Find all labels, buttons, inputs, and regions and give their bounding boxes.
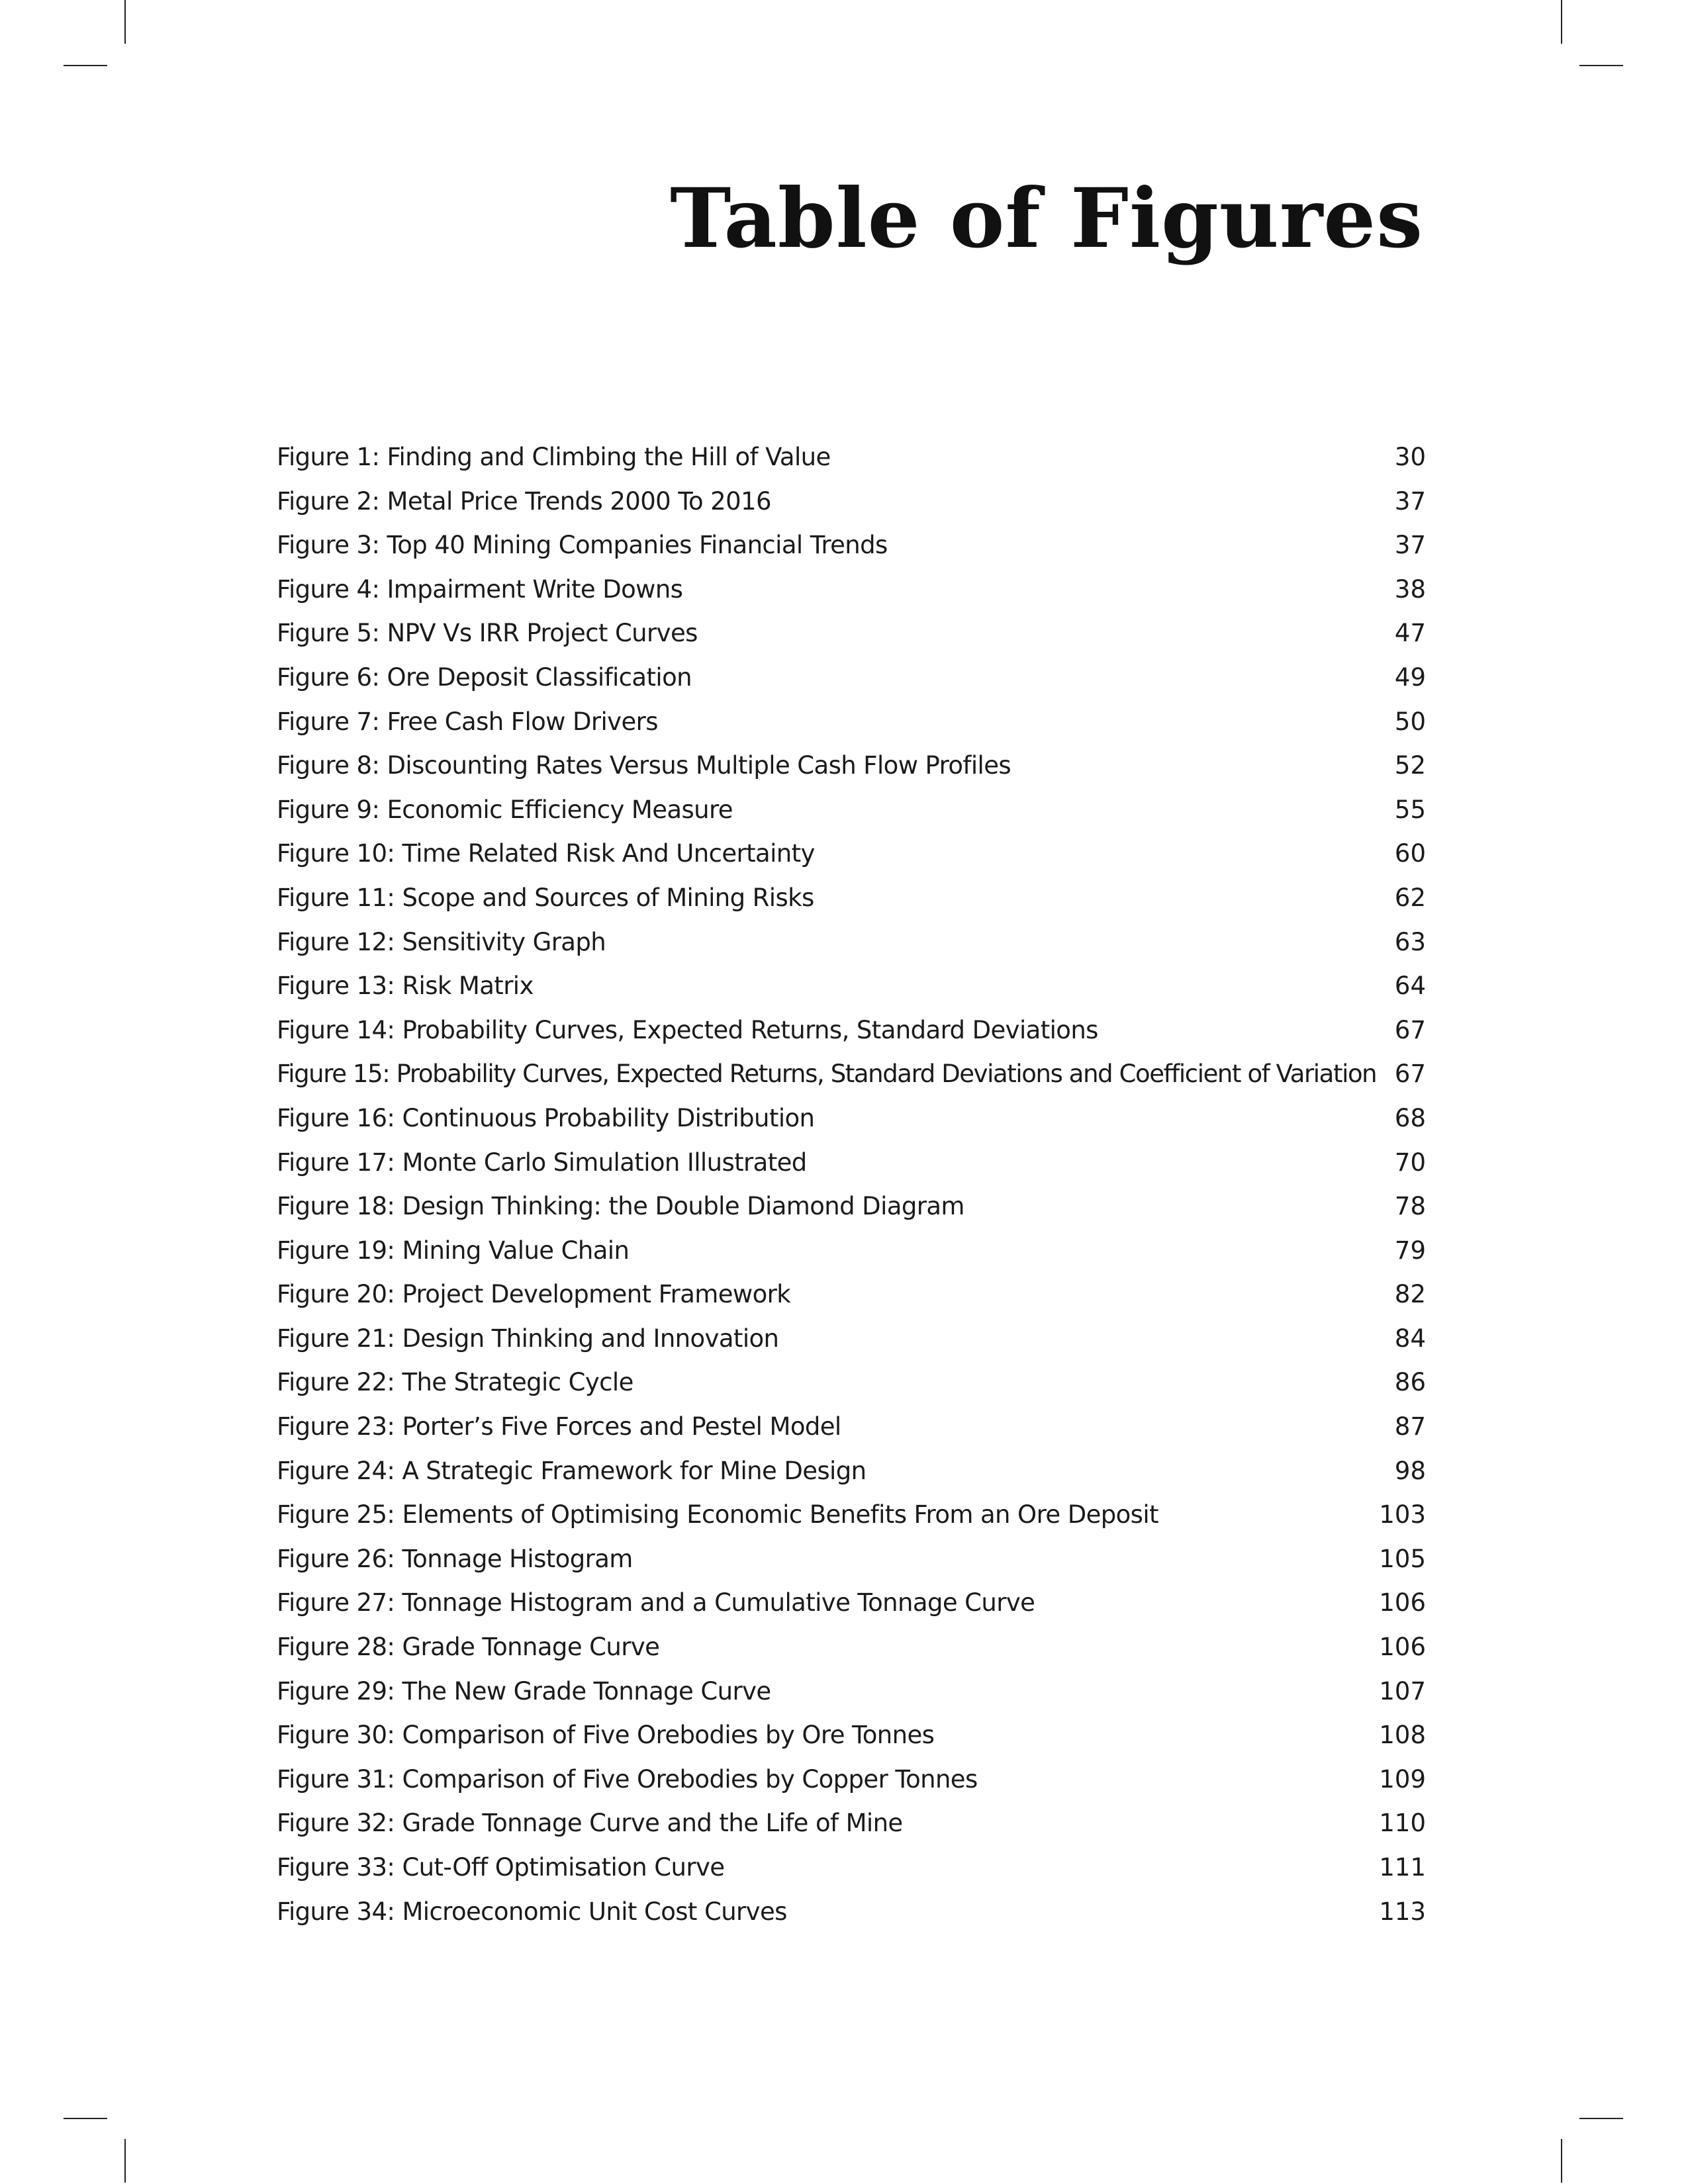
toc-entry-page-number: 38 xyxy=(1394,574,1426,604)
toc-entry[interactable] xyxy=(277,1801,1426,1846)
toc-entry[interactable] xyxy=(277,612,1426,656)
toc-entry[interactable] xyxy=(277,568,1426,612)
toc-entry[interactable] xyxy=(277,1361,1426,1405)
toc-entry[interactable] xyxy=(277,1713,1426,1758)
toc-entry-label: Figure 20: Project Development Framework xyxy=(277,1280,791,1309)
toc-entry-page-number: 60 xyxy=(1394,839,1426,868)
toc-entry[interactable] xyxy=(277,1758,1426,1802)
toc-entry-page-number: 67 xyxy=(1394,1060,1426,1089)
toc-entry-label: Figure 22: The Strategic Cycle xyxy=(277,1368,633,1397)
toc-entry[interactable] xyxy=(277,788,1426,833)
toc-entry-label: Figure 11: Scope and Sources of Mining Risks xyxy=(277,883,814,912)
toc-entry[interactable] xyxy=(277,1405,1426,1449)
toc-entry-page-number: 107 xyxy=(1379,1676,1426,1706)
toc-entry[interactable] xyxy=(277,1537,1426,1582)
toc-entry[interactable] xyxy=(277,1009,1426,1053)
crop-mark-top-left-vertical xyxy=(124,0,126,44)
toc-entry[interactable] xyxy=(277,656,1426,700)
toc-entry-page-number: 98 xyxy=(1394,1456,1426,1485)
table-of-figures-list xyxy=(277,435,1426,1934)
toc-entry-page-number: 68 xyxy=(1394,1103,1426,1132)
toc-entry[interactable] xyxy=(277,1670,1426,1714)
toc-entry-label: Figure 1: Finding and Climbing the Hill of Value xyxy=(277,443,831,471)
toc-entry[interactable] xyxy=(277,1493,1426,1537)
crop-mark-bottom-left-horizontal xyxy=(64,2118,107,2119)
toc-entry-page-number: 78 xyxy=(1394,1192,1426,1221)
toc-entry-page-number: 62 xyxy=(1394,883,1426,912)
toc-entry-page-number: 37 xyxy=(1394,531,1426,560)
toc-entry-label: Figure 19: Mining Value Chain xyxy=(277,1236,630,1265)
toc-entry[interactable] xyxy=(277,1625,1426,1670)
toc-entry-label: Figure 30: Comparison of Five Orebodies by Ore Tonnes xyxy=(277,1721,935,1750)
toc-entry-label: Figure 3: Top 40 Mining Companies Financial Trends xyxy=(277,531,888,560)
toc-entry-page-number: 49 xyxy=(1394,662,1426,692)
toc-entry[interactable] xyxy=(277,1229,1426,1273)
toc-entry-label: Figure 26: Tonnage Histogram xyxy=(277,1544,633,1573)
toc-entry-page-number: 106 xyxy=(1379,1633,1426,1662)
toc-entry-page-number: 64 xyxy=(1394,972,1426,1001)
crop-mark-top-right-horizontal xyxy=(1579,65,1623,66)
toc-entry-page-number: 106 xyxy=(1379,1588,1426,1617)
crop-mark-bottom-right-vertical xyxy=(1561,2139,1562,2183)
toc-entry[interactable] xyxy=(277,1141,1426,1185)
toc-entry[interactable] xyxy=(277,1273,1426,1317)
toc-entry[interactable] xyxy=(277,700,1426,745)
toc-entry-label: Figure 5: NPV Vs IRR Project Curves xyxy=(277,619,698,648)
toc-entry[interactable] xyxy=(277,1185,1426,1229)
toc-entry-label: Figure 34: Microeconomic Unit Cost Curves xyxy=(277,1897,787,1926)
toc-entry[interactable] xyxy=(277,435,1426,480)
toc-entry-label: Figure 28: Grade Tonnage Curve xyxy=(277,1633,660,1662)
toc-entry-label: Figure 24: A Strategic Framework for Mine Design xyxy=(277,1456,867,1485)
toc-entry[interactable] xyxy=(277,1449,1426,1494)
toc-entry-label: Figure 7: Free Cash Flow Drivers xyxy=(277,707,658,736)
toc-entry-label: Figure 13: Risk Matrix xyxy=(277,972,534,1001)
toc-entry-label: Figure 27: Tonnage Histogram and a Cumulative Tonnage Curve xyxy=(277,1588,1035,1617)
toc-entry-label: Figure 21: Design Thinking and Innovation xyxy=(277,1324,779,1353)
toc-entry-page-number: 87 xyxy=(1394,1412,1426,1441)
toc-entry-page-number: 52 xyxy=(1394,751,1426,780)
toc-entry-label: Figure 29: The New Grade Tonnage Curve xyxy=(277,1676,771,1706)
toc-entry-label: Figure 8: Discounting Rates Versus Multiple Cash Flow Profiles xyxy=(277,751,1011,780)
toc-entry[interactable] xyxy=(277,832,1426,876)
toc-entry-page-number: 55 xyxy=(1394,795,1426,824)
toc-entry-label: Figure 6: Ore Deposit Classification xyxy=(277,662,692,692)
crop-mark-bottom-right-horizontal xyxy=(1579,2118,1623,2119)
toc-entry[interactable] xyxy=(277,480,1426,524)
toc-entry[interactable] xyxy=(277,876,1426,921)
toc-entry-page-number: 103 xyxy=(1379,1500,1426,1529)
toc-entry[interactable] xyxy=(277,523,1426,568)
page-title: Table of Figures xyxy=(670,171,1423,267)
toc-entry-page-number: 70 xyxy=(1394,1148,1426,1177)
toc-entry-page-number: 113 xyxy=(1379,1897,1426,1926)
toc-entry[interactable] xyxy=(277,1097,1426,1141)
crop-mark-top-left-horizontal xyxy=(64,65,107,66)
toc-entry-label: Figure 9: Economic Efficiency Measure xyxy=(277,795,733,824)
toc-entry[interactable] xyxy=(277,921,1426,965)
toc-entry-label: Figure 2: Metal Price Trends 2000 To 2016 xyxy=(277,486,771,516)
toc-entry[interactable] xyxy=(277,1052,1426,1097)
toc-entry-page-number: 47 xyxy=(1394,619,1426,648)
toc-entry-label: Figure 15: Probability Curves, Expected Returns, Standard Deviations and Coefficient of Variation xyxy=(277,1060,1377,1089)
toc-entry-label: Figure 10: Time Related Risk And Uncertainty xyxy=(277,839,815,868)
toc-entry-label: Figure 18: Design Thinking: the Double Diamond Diagram xyxy=(277,1192,964,1221)
toc-entry-page-number: 111 xyxy=(1379,1853,1426,1882)
toc-entry[interactable] xyxy=(277,1317,1426,1361)
toc-entry-label: Figure 25: Elements of Optimising Economic Benefits From an Ore Deposit xyxy=(277,1500,1158,1529)
toc-entry-label: Figure 12: Sensitivity Graph xyxy=(277,927,606,956)
toc-entry-page-number: 79 xyxy=(1394,1236,1426,1265)
toc-entry-page-number: 105 xyxy=(1379,1544,1426,1573)
toc-entry[interactable] xyxy=(277,1846,1426,1890)
toc-entry-page-number: 110 xyxy=(1379,1809,1426,1838)
toc-entry-page-number: 82 xyxy=(1394,1280,1426,1309)
toc-entry[interactable] xyxy=(277,1581,1426,1625)
crop-mark-bottom-left-vertical xyxy=(124,2139,126,2183)
toc-entry-label: Figure 17: Monte Carlo Simulation Illustrated xyxy=(277,1148,807,1177)
toc-entry-page-number: 30 xyxy=(1394,443,1426,471)
toc-entry-label: Figure 23: Porter’s Five Forces and Pestel Model xyxy=(277,1412,841,1441)
toc-entry[interactable] xyxy=(277,964,1426,1009)
toc-entry-page-number: 50 xyxy=(1394,707,1426,736)
toc-entry-page-number: 37 xyxy=(1394,486,1426,516)
toc-entry[interactable] xyxy=(277,744,1426,788)
toc-entry-page-number: 63 xyxy=(1394,927,1426,956)
toc-entry-label: Figure 32: Grade Tonnage Curve and the Life of Mine xyxy=(277,1809,903,1838)
toc-entry-page-number: 109 xyxy=(1379,1764,1426,1794)
toc-entry-page-number: 67 xyxy=(1394,1015,1426,1044)
toc-entry-page-number: 108 xyxy=(1379,1721,1426,1750)
toc-entry-label: Figure 4: Impairment Write Downs xyxy=(277,574,683,604)
toc-entry-label: Figure 16: Continuous Probability Distribution xyxy=(277,1103,815,1132)
toc-entry-label: Figure 14: Probability Curves, Expected Returns, Standard Deviations xyxy=(277,1015,1098,1044)
toc-entry-page-number: 84 xyxy=(1394,1324,1426,1353)
crop-mark-top-right-vertical xyxy=(1561,0,1562,44)
toc-entry-label: Figure 31: Comparison of Five Orebodies by Copper Tonnes xyxy=(277,1764,978,1794)
toc-entry-page-number: 86 xyxy=(1394,1368,1426,1397)
toc-entry-label: Figure 33: Cut-Off Optimisation Curve xyxy=(277,1853,725,1882)
toc-entry[interactable] xyxy=(277,1890,1426,1934)
